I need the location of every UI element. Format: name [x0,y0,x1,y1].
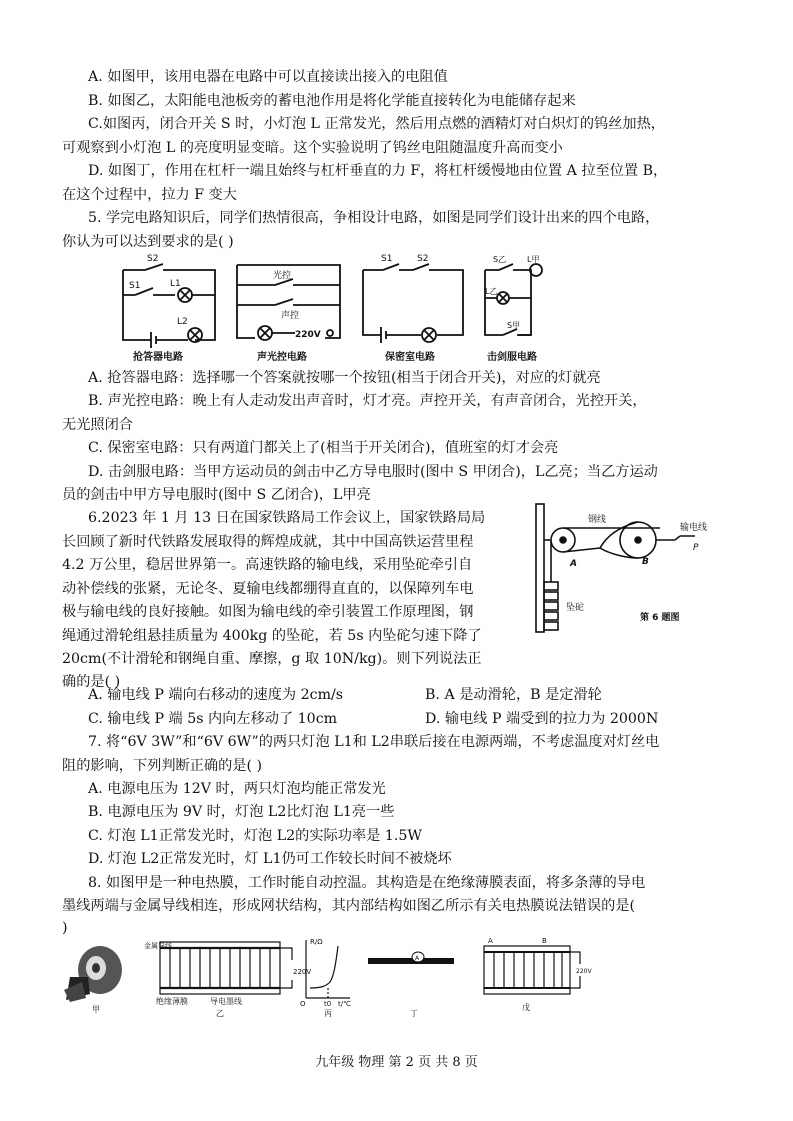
q5-option-c: C. 保密室电路：只有两道门都关上了(相当于开关闭合)，值班室的灯才会亮 [88,440,559,456]
q6-stem-l3: 4.2 万公里，稳居世界第一。高速铁路的输电线，采用坠砣牵引自 [62,557,473,573]
q6-stem-l2: 长回顾了新时代铁路发展取得的辉煌成就，其中中国高铁运营里程 [62,534,474,550]
q5-option-b: B. 声光控电路：晚上有人走动发出声音时，灯才亮。声控开关，有声音闭合，光控开关， [88,393,647,409]
q8-stem-cont: 墨线两端与金属导线相连，形成网状结构，其内部结构如图乙所示有关电热膜说法错误的是( [62,898,636,914]
q6-stem-l7: 20cm(不计滑轮和钢绳自重、摩擦，g 取 10N/kg)。则下列说法正 [62,651,482,667]
q7-option-d: D. 灯泡 L2正常发光时，灯 L1仍可工作较长时间不被烧坏 [88,851,452,867]
q8-fig-ding [368,952,454,1018]
q8-yi-ink-label: 导电墨线 [210,997,242,1006]
c4-sj-label: S甲 [507,321,521,330]
circuit-secret-room [363,264,463,343]
q6-outwire-label: 输电线 [680,523,708,533]
q6-stem-l8: 确的是( ) [62,674,121,690]
c2-volt-label: 220V [295,330,321,340]
q6-p-label: P [693,543,699,553]
q5-option-b-cont: 无光照闭合 [62,417,133,433]
q6-option-d: D. 输电线 P 端受到的拉力为 2000N [425,711,659,727]
c1-l1-label: L1 [170,279,181,289]
c4-title: 击剑服电路 [487,352,537,363]
q8-fig-wu [484,937,592,1012]
c1-s1-label: S1 [129,281,141,291]
q7-option-c: C. 灯泡 L1正常发光时，灯泡 L2的实际功率是 1.5W [88,828,422,844]
q8-figures [60,932,600,1018]
q8-yi-metal-label: 金属导线 [144,942,172,950]
q7-stem: 7. 将“6V 3W”和“6V 6W”的两只灯泡 L1和 L2串联后接在电源两端，不考虑温度对灯丝电 [88,734,660,750]
q6-wire-label: 钢线 [588,515,607,525]
q4-option-c-cont: 可观察到小灯泡 L 的亮度明显变暗。这个实验说明了钨丝电阻随温度升高而变小 [62,140,563,156]
q6-pulley-figure [530,500,725,635]
c2-light-label: 光控 [273,271,292,281]
q8-wu-b-label: B [542,937,547,945]
q5-stem: 5. 学完电路知识后，同学们热情很高，争相设计电路，如图是同学们设计出来的四个电路， [88,210,660,226]
q8-bing-o-label: O [300,1000,306,1008]
c3-s2-label: S2 [417,254,429,264]
q6-option-b: B. A 是动滑轮，B 是定滑轮 [425,687,602,703]
q6-option-c: C. 输电线 P 端 5s 内向左移动了 10cm [88,711,338,727]
q6-stem-l4: 动补偿线的张紧，无论冬、夏输电线都绷得直直的，以保障列车电 [62,581,474,597]
q8-fig-jia [64,946,122,1014]
q6-option-a: A. 输电线 P 端向右移动的速度为 2cm/s [88,687,344,703]
c2-title: 声光控电路 [257,352,307,363]
q8-bing-label: 丙 [324,1009,332,1018]
c4-sz-label: S乙 [493,255,507,264]
page-footer: 九年级 物理 第 2 页 共 8 页 [315,1055,478,1070]
q8-stem-end: ) [62,920,68,936]
q4-option-d-cont: 在这个过程中，拉力 F 变大 [62,187,237,203]
q5-stem-cont: 你认为可以达到要求的是( ) [62,234,234,250]
q8-ding-a-label: A [415,955,420,962]
q7-option-a: A. 电源电压为 12V 时，两只灯泡均能正常发光 [88,781,386,797]
c3-title: 保密室电路 [385,352,435,363]
c2-sound-label: 声控 [281,311,300,321]
q5-option-d: D. 击剑服电路：当甲方运动员的剑击中乙方导电服时(图中 S 甲闭合)，L乙亮；当乙方运动 [88,464,658,480]
c1-s2-label: S2 [147,254,159,264]
q7-stem-cont: 阻的影响，下列判断正确的是( ) [62,758,263,774]
q8-yi-volt-label: 220V [293,968,312,976]
q4-option-b: B. 如图乙，太阳能电池板旁的蓄电池作用是将化学能直接转化为电能储存起来 [88,93,576,109]
c1-title: 抢答器电路 [133,352,183,363]
q8-bing-t0-label: t0 [324,1000,332,1008]
q8-jia-label: 甲 [92,1005,100,1014]
q4-option-a: A. 如图甲，该用电器在电路中可以直接读出接入的电阻值 [88,69,448,85]
circuit-answer-device [123,264,215,348]
q8-wu-volt-label: 220V [576,968,592,975]
c4-lz-label: L乙 [485,287,498,296]
q6-stem: 6.2023 年 1 月 13 日在国家铁路局工作会议上，国家铁路局局 [88,510,486,526]
q8-yi-label: 乙 [216,1009,224,1018]
q8-yi-film-label: 绝缘薄膜 [156,997,188,1006]
q8-stem: 8. 如图甲是一种电热膜，工作时能自动控温。其构造是在绝缘薄膜表面，将多条薄的导电 [88,875,646,891]
c3-s1-label: S1 [381,254,393,264]
q6-b-label: B [642,557,649,567]
q6-stem-l5: 极与输电线的良好接触。如图为输电线的牵引装置工作原理图，钢 [62,604,474,620]
q8-ding-label: 丁 [410,1009,418,1018]
q8-fig-bing [300,938,351,1018]
q5-option-d-cont: 员的剑击中甲方导电服时(图中 S 乙闭合)，L甲亮 [62,487,371,503]
q4-option-d: D. 如图丁，作用在杠杆一端且始终与杠杆垂直的力 F，将杠杆缓慢地由位置 A 拉至位置 B， [88,163,668,179]
q6-stem-l6: 绳通过滑轮组悬挂质量为 400kg 的坠砣，若 5s 内坠砣匀速下降了 [62,628,482,644]
q6-a-label: A [570,559,577,569]
q4-option-c: C.如图丙，闭合开关 S 时，小灯泡 L 正常发光，然后用点燃的酒精灯对白炽灯的钨丝加热， [88,116,665,132]
c4-lj-label: L甲 [527,255,540,264]
q6-weight-label: 坠砣 [566,603,585,613]
q8-bing-x-label: t/℃ [338,1000,351,1008]
q5-circuits-figure [115,250,540,365]
q7-option-b: B. 电源电压为 9V 时，灯泡 L2比灯泡 L1亮一些 [88,804,395,820]
q5-option-a: A. 抢答器电路：选择哪一个答案就按哪一个按钮(相当于闭合开关)，对应的灯就亮 [88,370,601,386]
q8-wu-a-label: A [488,937,493,945]
q6-caption: 第 6 题图 [640,613,680,623]
q8-wu-label: 戊 [522,1003,530,1012]
c1-l2-label: L2 [177,317,188,327]
q8-fig-yi [144,941,311,1018]
q8-bing-y-label: R/Ω [310,938,323,946]
